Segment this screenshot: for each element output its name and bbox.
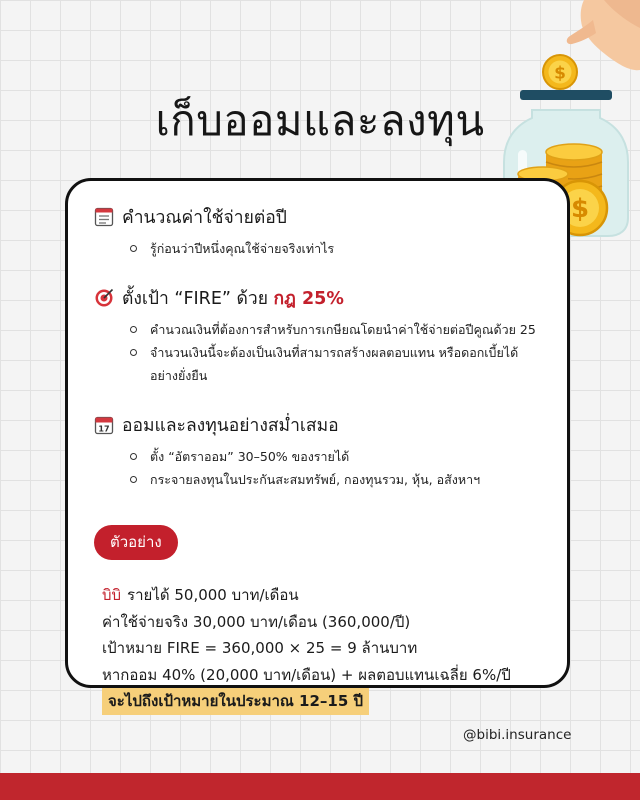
bullet-list bbox=[94, 445, 541, 491]
example-line: หากออม 40% (20,000 บาท/เดือน) + ผลตอบแทนเฉลี่ย 6%/ปี bbox=[102, 665, 511, 684]
target-icon bbox=[94, 288, 114, 308]
footer-bar bbox=[0, 773, 640, 800]
section-title: คำนวณค่าใช้จ่ายต่อปี bbox=[122, 208, 287, 228]
result-highlight: จะไปถึงเป้าหมายในประมาณ 12–15 ปี bbox=[102, 688, 369, 715]
example-line: เป้าหมาย FIRE = 360,000 × 25 = 9 ล้านบาท bbox=[102, 639, 418, 657]
calendar-icon bbox=[94, 415, 114, 435]
rule-25-highlight: กฎ 25% bbox=[273, 289, 344, 309]
example-result-line bbox=[102, 688, 541, 715]
bullet-item: จำนวนเงินนี้จะต้องเป็นเงินที่สามารถสร้างผลตอบแทน หรือดอกเบี้ยได้อย่างยั่งยืน bbox=[130, 341, 541, 387]
section-heading bbox=[94, 411, 541, 439]
section-save-invest bbox=[94, 411, 541, 491]
ledger-icon bbox=[94, 207, 114, 227]
section-title: ออมและลงทุนอย่างสม่ำเสมอ bbox=[122, 416, 339, 436]
section-title: ตั้งเป้า “FIRE” ด้วย bbox=[122, 289, 274, 309]
section-fire-rule bbox=[94, 284, 541, 387]
section-heading bbox=[94, 284, 541, 312]
bullet-item: คำนวณเงินที่ต้องการสำหรับการเกษียณโดยนำค่าใช้จ่ายต่อปีคูณด้วย 25 bbox=[130, 318, 541, 341]
bullet-list bbox=[94, 237, 541, 260]
example-line: ค่าใช้จ่ายจริง 30,000 บาท/เดือน (360,000/ปี) bbox=[102, 612, 411, 631]
bullet-item: รู้ก่อนว่าปีหนึ่งคุณใช้จ่ายจริงเท่าไร bbox=[130, 237, 541, 260]
social-handle: @bibi.insurance bbox=[463, 727, 572, 743]
example-block bbox=[94, 582, 541, 715]
section-heading bbox=[94, 203, 541, 231]
example-line bbox=[102, 582, 541, 609]
page-title: เก็บออมและลงทุน bbox=[155, 96, 485, 145]
example-badge: ตัวอย่าง bbox=[94, 525, 178, 560]
bullet-list bbox=[94, 318, 541, 387]
example-text: รายได้ 50,000 บาท/เดือน bbox=[127, 586, 299, 604]
coin-symbol: $ bbox=[554, 63, 566, 84]
bullet-item: กระจายลงทุนในประกันสะสมทรัพย์, กองทุนรวม, หุ้น, อสังหาฯ bbox=[130, 468, 541, 491]
coin-symbol: $ bbox=[570, 194, 590, 224]
info-card bbox=[65, 178, 570, 710]
person-name: บิบิ bbox=[102, 586, 122, 604]
section-annual-expense bbox=[94, 203, 541, 260]
hand-icon bbox=[567, 0, 640, 70]
calendar-day-number: 17 bbox=[98, 424, 110, 434]
bullet-item: ตั้ง “อัตราออม” 30–50% ของรายได้ bbox=[130, 445, 541, 468]
